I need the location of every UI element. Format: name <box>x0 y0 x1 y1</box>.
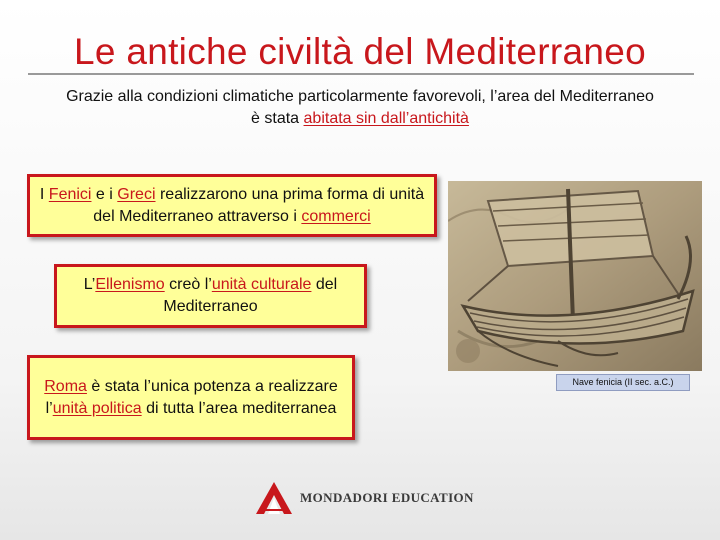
publisher-footer <box>254 478 474 518</box>
box1-text-1: I <box>39 185 49 203</box>
image-caption: Nave fenicia (II sec. a.C.) <box>556 374 690 391</box>
box3-highlight-unita-politica: unità politica <box>52 399 142 417</box>
slide-title: Le antiche civiltà del Mediterraneo <box>74 31 646 72</box>
box2-highlight-ellenismo: Ellenismo <box>95 276 165 293</box>
box2-highlight-unita-culturale: unità culturale <box>211 276 312 293</box>
intro-highlight: abitata sin dall’antichità <box>303 110 469 127</box>
box2-text-3: del Mediterraneo <box>163 276 338 315</box>
box-roma <box>27 355 355 440</box>
mondadori-logo-icon <box>254 480 294 516</box>
box3-highlight-roma: Roma <box>44 377 87 395</box>
box-roma-text <box>30 376 352 420</box>
phoenician-ship-relief-image <box>448 181 702 371</box>
intro-text <box>20 86 700 130</box>
intro-line-1: Grazie alla condizioni climatiche particolarmente favorevoli, l’area del Mediterraneo <box>66 88 654 105</box>
box1-text-3: realizzarono una prima forma di unità del Mediterraneo attraverso i <box>93 185 425 225</box>
box-ellenismo-text <box>57 274 364 318</box>
box3-text-2: di tutta l’area mediterranea <box>141 399 337 417</box>
publisher-name: MONDADORI EDUCATION <box>300 490 474 505</box>
box1-highlight-greci: Greci <box>117 185 156 203</box>
box-ellenismo <box>54 264 367 328</box>
box2-text-2: creò l’ <box>164 276 212 293</box>
box-fenici-greci <box>27 174 437 237</box>
ship-relief-illustration <box>448 181 702 371</box>
box3-text-1: è stata l’unica potenza a realizzare l’ <box>45 377 338 417</box>
intro-line-2: è stata <box>251 110 304 127</box>
box-fenici-greci-text <box>30 184 434 228</box>
box1-text-2: e i <box>91 185 118 203</box>
box1-highlight-fenici: Fenici <box>48 185 92 203</box>
box1-highlight-commerci: commerci <box>301 207 371 225</box>
box2-text-1: L’ <box>83 276 96 293</box>
title-divider <box>28 73 694 75</box>
